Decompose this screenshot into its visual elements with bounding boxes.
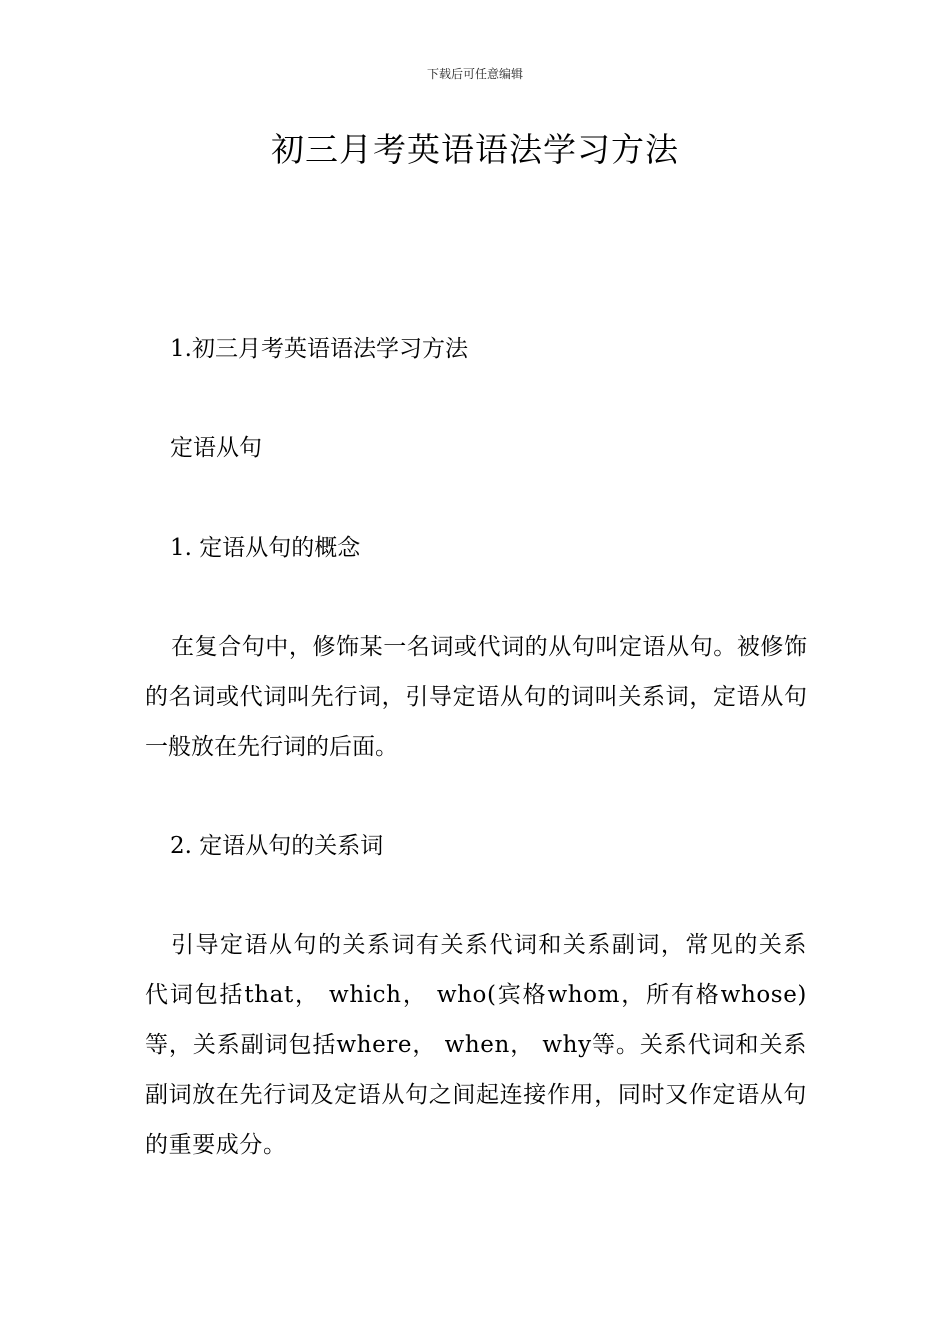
page-header-note: 下载后可任意编辑 [426,67,523,81]
section-heading: 定语从句 [170,435,262,461]
document-title: 初三月考英语语法学习方法 [271,130,679,169]
main-heading: 1.初三月考英语语法学习方法 [170,336,468,362]
subheading-concept: 1. 定语从句的概念 [170,535,361,561]
subheading-relatives: 2. 定语从句的关系词 [170,833,384,859]
paragraph-concept: 在复合句中，修饰某一名词或代词的从句叫定语从句。被修饰的名词或代词叫先行词，引导定语从句的词叫关系词，定语从句一般放在先行词的后面。 [145,634,807,760]
paragraph-relatives: 引导定语从句的关系词有关系代词和关系副词，常见的关系代词包括that， which， who(宾格whom，所有格whose)等，关系副词包括where， when， why等。关系代词和关系副词放在先行词及定语从句之间起连接作用，同时又作定语从句的重要成分。 [145,932,807,1158]
